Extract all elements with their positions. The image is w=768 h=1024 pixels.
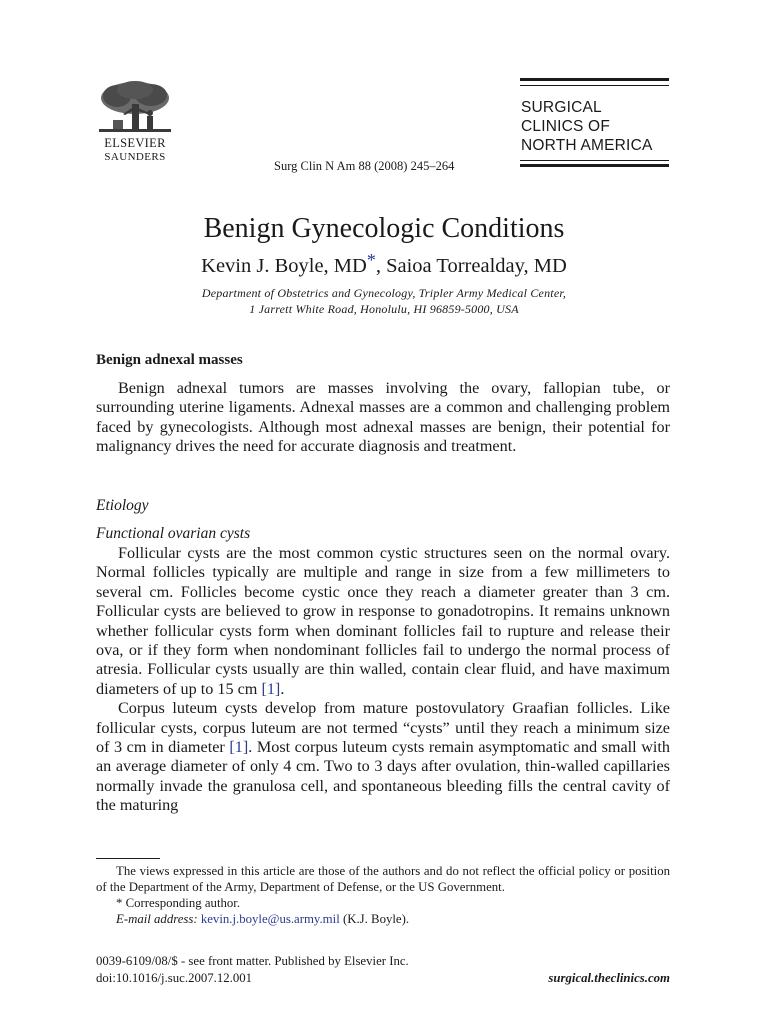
publisher-name: ELSEVIER bbox=[104, 136, 166, 150]
paragraph-text: . bbox=[280, 679, 285, 698]
journal-website-link[interactable]: surgical.theclinics.com bbox=[548, 971, 670, 985]
email-suffix: (K.J. Boyle). bbox=[339, 912, 410, 926]
issn-line: 0039-6109/08/$ - see front matter. Published by Elsevier Inc. bbox=[96, 954, 409, 968]
footnotes bbox=[96, 863, 670, 927]
corresponding-author-mark[interactable]: * bbox=[366, 250, 376, 270]
paragraph bbox=[96, 544, 670, 699]
paragraph-text: . Most corpus luteum cysts remain asymptomatic and small with an average diameter of only 4 cm. Two to 3 days after ovulation, thin-walled capillaries normally invade the granulosa cell, and spontaneous bleeding fills the central cavity of the maturing bbox=[96, 738, 671, 815]
paragraph bbox=[96, 699, 670, 815]
disclaimer-footnote: The views expressed in this article are those of the authors and do not reflect the official policy or position of the Department of the Army, Department of Defense, or the US Government. bbox=[96, 864, 670, 894]
journal-citation: Surg Clin N Am 88 (2008) 245–264 bbox=[274, 159, 455, 173]
corresponding-footnote: * Corresponding author. bbox=[116, 896, 241, 910]
reference-link[interactable]: [1] bbox=[261, 679, 281, 698]
email-footnote bbox=[96, 911, 670, 927]
subsection-heading: Etiology bbox=[96, 497, 149, 514]
paragraph-text: Corpus luteum cysts develop from mature postovulatory Graafian follicles. Like follicular cysts, corpus luteum are not termed “cysts” until they reach a minimum size of 3 cm in diameter bbox=[96, 699, 670, 757]
intro-paragraph bbox=[96, 379, 670, 457]
author-name: Kevin J. Boyle, MD bbox=[201, 255, 367, 277]
journal-rule-top-thin bbox=[520, 85, 669, 86]
paragraph-text: Benign adnexal tumors are masses involving the ovary, fallopian tube, or surrounding uterine ligaments. Adnexal masses are a common and challenging problem faced by gynecologists. Although most adnexal masses are benign, their potential for malignancy drives the need for accurate diagnosis and treatment. bbox=[96, 379, 670, 456]
journal-name bbox=[521, 98, 681, 155]
footnote-rule bbox=[96, 858, 160, 859]
imprint-name: SAUNDERS bbox=[104, 151, 166, 163]
journal-line: NORTH AMERICA bbox=[521, 137, 653, 154]
affiliation-line: 1 Jarrett White Road, Honolulu, HI 96859-5000, USA bbox=[249, 302, 519, 316]
subsubsection-heading: Functional ovarian cysts bbox=[96, 525, 251, 542]
journal-rule-bottom-thick bbox=[520, 164, 669, 167]
author-line bbox=[0, 250, 768, 278]
paragraph-text: Follicular cysts are the most common cystic structures seen on the normal ovary. Normal follicles typically are multiple and range in size from a few millimeters to several cm. Follicles become cystic once they reach a diameter greater than 3 cm. Follicular cysts are believed to grow in response to gonadotropins. It remains unknown whether follicular cysts form when dominant follicles fail to rupture and release their ova, or if they form when nondominant follicles fail to undergo the normal process of atresia. Follicular cysts usually are thin walled, contain clear fluid, and have maximum diameters of up to 15 cm bbox=[96, 544, 670, 698]
email-link[interactable]: kevin.j.boyle@us.army.mil bbox=[200, 912, 340, 926]
publication-info bbox=[96, 953, 670, 987]
author-name: , Saioa Torrealday, MD bbox=[375, 255, 567, 277]
article-title: Benign Gynecologic Conditions bbox=[203, 213, 565, 244]
email-label: E-mail address: bbox=[116, 912, 198, 926]
body-paragraphs bbox=[96, 544, 670, 816]
doi-line: doi:10.1016/j.suc.2007.12.001 bbox=[96, 971, 253, 985]
affiliation-line: Department of Obstetrics and Gynecology, Tripler Army Medical Center, bbox=[201, 286, 567, 300]
journal-rule-bottom-thin bbox=[520, 160, 669, 161]
reference-link[interactable]: [1] bbox=[229, 738, 249, 757]
journal-line: CLINICS OF bbox=[521, 118, 610, 135]
journal-line: SURGICAL bbox=[521, 99, 602, 116]
journal-rule-top-thick bbox=[520, 78, 669, 81]
section-heading: Benign adnexal masses bbox=[96, 352, 243, 368]
